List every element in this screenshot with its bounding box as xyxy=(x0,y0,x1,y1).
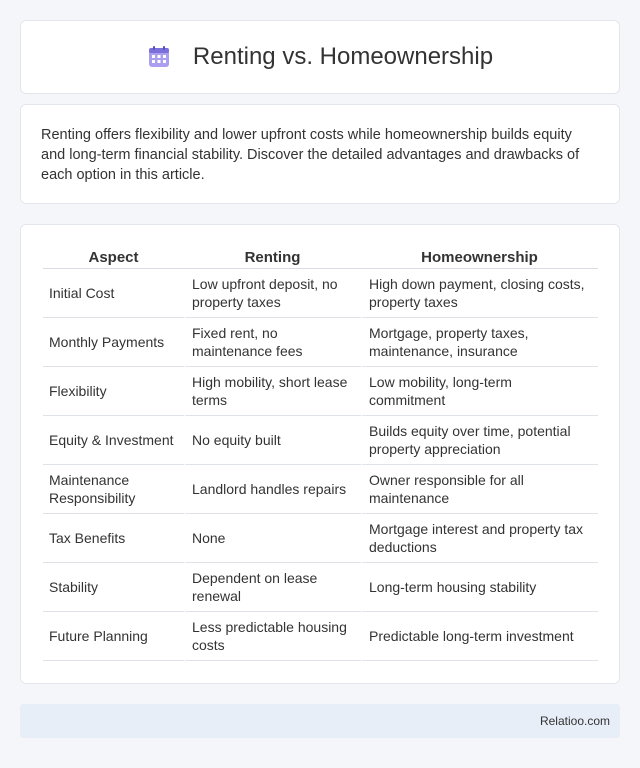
cell-aspect: Tax Benefits xyxy=(43,514,184,563)
cell-renting: Dependent on lease renewal xyxy=(184,563,361,612)
comparison-table-card xyxy=(20,224,620,684)
table-row xyxy=(43,367,598,416)
cell-aspect: Equity & Investment xyxy=(43,416,184,465)
calendar-icon xyxy=(147,45,171,69)
table-row xyxy=(43,612,598,661)
footer-brand[interactable]: Relatioo.com xyxy=(539,714,610,728)
footer xyxy=(20,704,620,738)
title-card xyxy=(20,20,620,94)
cell-renting: High mobility, short lease terms xyxy=(184,367,361,416)
table-row xyxy=(43,269,598,318)
table-row xyxy=(43,514,598,563)
header-homeownership: Homeownership xyxy=(361,246,598,269)
cell-renting: Low upfront deposit, no property taxes xyxy=(184,269,361,318)
cell-aspect: Maintenance Responsibility xyxy=(43,465,184,514)
cell-aspect: Flexibility xyxy=(43,367,184,416)
table-row xyxy=(43,318,598,367)
page-title: Renting vs. Homeownership xyxy=(192,43,494,70)
cell-homeownership: Mortgage interest and property tax deductions xyxy=(361,514,598,563)
cell-renting: No equity built xyxy=(184,416,361,465)
cell-renting: Landlord handles repairs xyxy=(184,465,361,514)
cell-homeownership: High down payment, closing costs, property taxes xyxy=(361,269,598,318)
intro-text: Renting offers flexibility and lower upfront costs while homeownership builds equity and long-term financial stability. Discover the detailed advantages and drawbacks of each option in this article. xyxy=(41,127,580,183)
table-row xyxy=(43,563,598,612)
cell-aspect: Future Planning xyxy=(43,612,184,661)
header-renting: Renting xyxy=(184,246,361,269)
table-header-row xyxy=(43,246,598,269)
cell-homeownership: Builds equity over time, potential property appreciation xyxy=(361,416,598,465)
cell-homeownership: Predictable long-term investment xyxy=(361,612,598,661)
cell-aspect: Monthly Payments xyxy=(43,318,184,367)
table-row xyxy=(43,416,598,465)
cell-homeownership: Long-term housing stability xyxy=(361,563,598,612)
cell-homeownership: Low mobility, long-term commitment xyxy=(361,367,598,416)
cell-aspect: Stability xyxy=(43,563,184,612)
cell-renting: None xyxy=(184,514,361,563)
comparison-table xyxy=(43,246,598,661)
cell-aspect: Initial Cost xyxy=(43,269,184,318)
header-aspect: Aspect xyxy=(43,246,184,269)
cell-homeownership: Owner responsible for all maintenance xyxy=(361,465,598,514)
table-row xyxy=(43,465,598,514)
cell-renting: Fixed rent, no maintenance fees xyxy=(184,318,361,367)
cell-homeownership: Mortgage, property taxes, maintenance, insurance xyxy=(361,318,598,367)
cell-renting: Less predictable housing costs xyxy=(184,612,361,661)
intro-card xyxy=(20,104,620,204)
